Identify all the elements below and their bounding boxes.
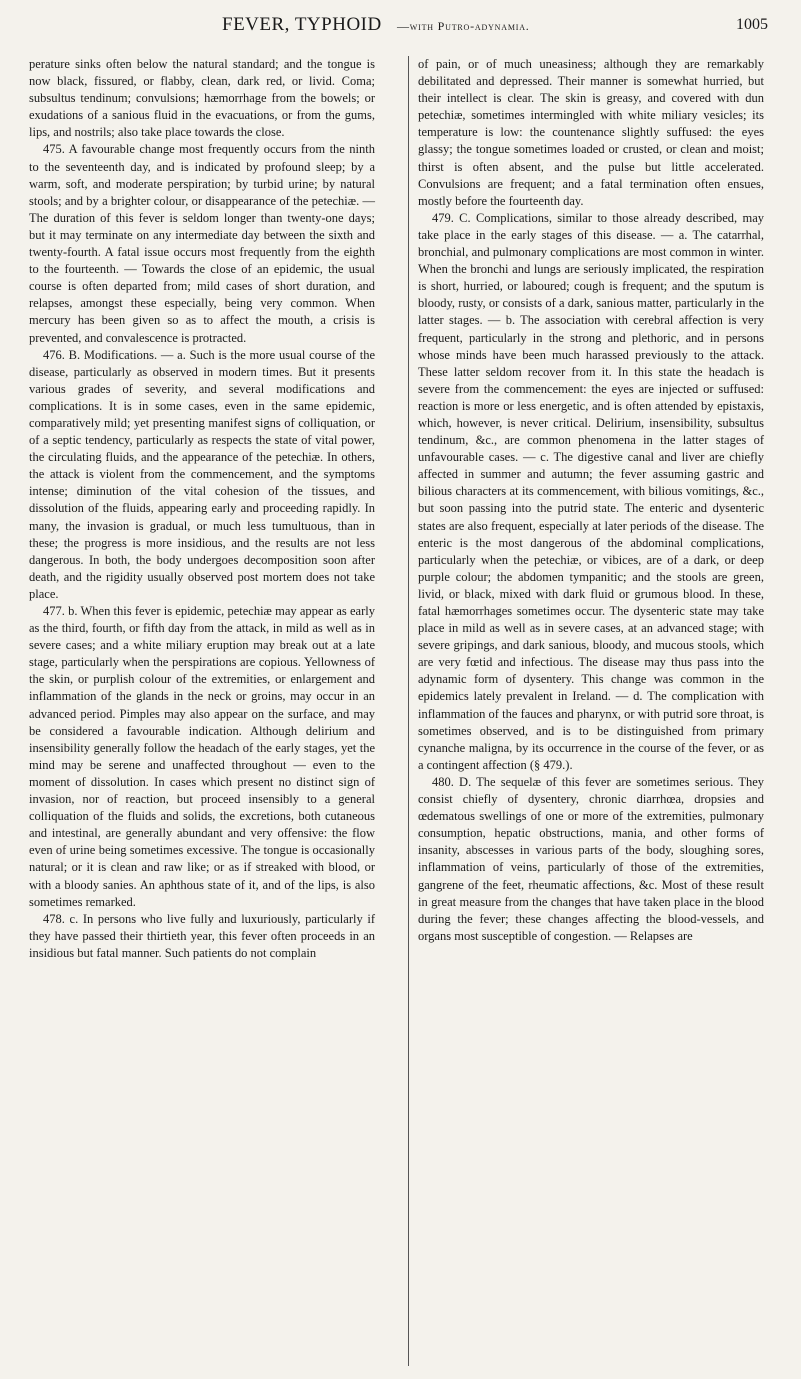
column-divider xyxy=(408,56,409,1366)
header-subtitle: —with Putro-adynamia. xyxy=(397,19,530,33)
right-column xyxy=(418,56,764,945)
paragraph-477: 477. b. When this fever is epidemic, petechiæ may appear as early as the third, fourth, or fifth day from the attack, in mild as well as in severe cases; and a white miliary eruption may break out at a late stage, particularly when the perspirations are copious. Yellowness of the skin, or purplish colour of the extremities, or enlargement and inflammation of the glands in the neck or groins, may occur in an advanced period. Pimples may also appear on the surface, and may be considered a favourable indication. Although delirium and insensibility generally follow the headach of the early stages, yet the mind may be serene and unaffected throughout — even to the moment of dissolution. In cases which present no distinct sign of invasion, nor of reaction, but proceed insensibly to a general colliquation of the fluids and solids, the excretions, both cutaneous and intestinal, are generally abundant and very offensive: the flow even of urine being sometimes excessive. The tongue is occasionally natural; or it is clean and raw like; or as if streaked with blood, or with a bloody sanies. An aphthous state of it, and of the lips, is also sometimes remarked. xyxy=(29,604,375,909)
paragraph-475: 475. A favourable change most frequently occurs from the ninth to the seventeenth day, and is indicated by profound sleep; by a warm, soft, and moderate perspiration; by turbid urine; by natural stools; and by a brighter colour, or disappearance of the petechiæ. — The duration of this fever is seldom longer than twenty-one days; but it may terminate on any intermediate day between the sixth and twenty-fourth. A fatal issue occurs most frequently from the eighth to the fourteenth. — Towards the close of an epidemic, the usual course is often departed from; mild cases of short duration, and relapses, amongst these especially, being very common. When mercury has been given so as to affect the mouth, a crisis is prevented, and convalescence is protracted. xyxy=(29,142,375,345)
paragraph-478: 478. c. In persons who live fully and luxuriously, particularly if they have passed their thirtieth year, this fever often proceeds in an insidious but fatal manner. Such patients do not complain xyxy=(29,911,375,960)
running-header xyxy=(0,14,801,40)
paragraph-480: 480. D. The sequelæ of this fever are sometimes serious. They consist chiefly of dysentery, chronic diarrhœa, dropsies and œdematous swellings of one or more of the extremities, pulmonary consumption, hepatic obstructions, mania, and other forms of insanity, abscesses in various parts of the body, sloughing sores, inflammation of veins, particularly of those of the extremities, gangrene of the feet, rheumatic affections, &c. Most of these result in great measure from the changes that have taken place in the blood during the fever; these changes affecting the blood-vessels, and organs most susceptible of congestion. — Relapses are xyxy=(418,774,764,943)
paragraph-continued: perature sinks often below the natural standard; and the tongue is now black, fissured, or flabby, clean, dark red, or livid. Coma; subsultus tendinum; convulsions; hæmorrhage from the bowels; or exudations of a sanious fluid in the evacuations, or from the gums, lips, and nostrils; also take place towards the close. xyxy=(29,57,375,140)
header-title: FEVER, TYPHOID xyxy=(222,14,382,35)
paragraph-continued-right: of pain, or of much uneasiness; although they are remarkably debilitated and depressed. Their manner is somewhat hurried, but their intellect is clear. The skin is greasy, and covered with dun petechiæ, sometimes intermingled with white miliary vesicles; its temperature is low: the countenance slightly suffused: the eyes glassy; the tongue sometimes loaded or crusted, or clean and moist; thirst is often absent, and the pulse but little accelerated. Convulsions are frequent; and a fatal termination often ensues, mostly before the fourteenth day. xyxy=(418,57,764,208)
page-number: 1005 xyxy=(736,16,768,33)
left-column xyxy=(29,56,375,962)
paragraph-476: 476. B. Modifications. — a. Such is the more usual course of the disease, particularly as observed in modern times. But it presents various grades of severity, and several modifications and complications. It is in some cases, even in the same epidemic, comparatively mild; yet presenting manifest signs of colliquation, or of a septic tendency, particularly as respects the state of vital power, the circulating fluids, and the appearance of the petechiæ. In others, the attack is violent from the commencement, and the symptoms intense; diminution of the vital cohesion of the tissues, and dissolution of the fluids, appearing early and proceeding rapidly. In many, the invasion is gradual, or much less tumultuous, than in these; the progress is more insidious, and the results are not less dangerous. In both, the body undergoes decomposition soon after death, and the rigidity usually observed post mortem does not take place. xyxy=(29,347,375,601)
paragraph-479: 479. C. Complications, similar to those already described, may take place in the early stages of this disease. — a. The catarrhal, bronchial, and pulmonary complications are most common in winter. When the bronchi and lungs are seriously implicated, the respiration is short, hurried, or laboured; cough is frequent; and the sputum is bloody, rusty, or consists of a dark, sanious matter, particularly in the latter stages. — b. The association with cerebral affection is very frequent, particularly in the strong and plethoric, and in persons whose minds have been much harassed previously to the attack. These latter seldom recover from it. In this state the headach is severe from the commencement: the eyes are injected or suffused: reaction is more or less energetic, and is often attended by epistaxis, which, however, is never critical. Delirium, insensibility, subsultus tendinum, &c., are common phenomena in the latter stages of unfavourable cases. — c. The digestive canal and liver are chiefly affected in summer and autumn; the fever assuming gastric and bilious characters at its commencement, with bilious vomitings, &c., but soon passing into the putrid state. The enteric and dysenteric states are also frequent, especially at later periods of the disease. The enteric is the most dangerous of the abdominal complications, particularly when the petechiæ, or vibices, are of a dark, or deep purple colour; the abdomen tympanitic; and the stools are green, livid, or black, mixed with dark fluid or grumous blood. In these, fatal hæmorrhages sometimes occur. The dysenteric state may take place in mild as well as in severe cases, at an advanced stage; with severe gripings, and dark sanious, bloody, and mucous stools, which are very fœtid and infectious. The disease may thus pass into the adynamic form of dysentery. This change was common in the epidemics lately prevalent in Ireland. — d. The complication with inflammation of the fauces and pharynx, or with putrid sore throat, is sometimes observed, and is to be distinguished from primary cynanche maligna, by its occurrence in the course of the fever, or as a contingent affection (§ 479.). xyxy=(418,210,764,772)
